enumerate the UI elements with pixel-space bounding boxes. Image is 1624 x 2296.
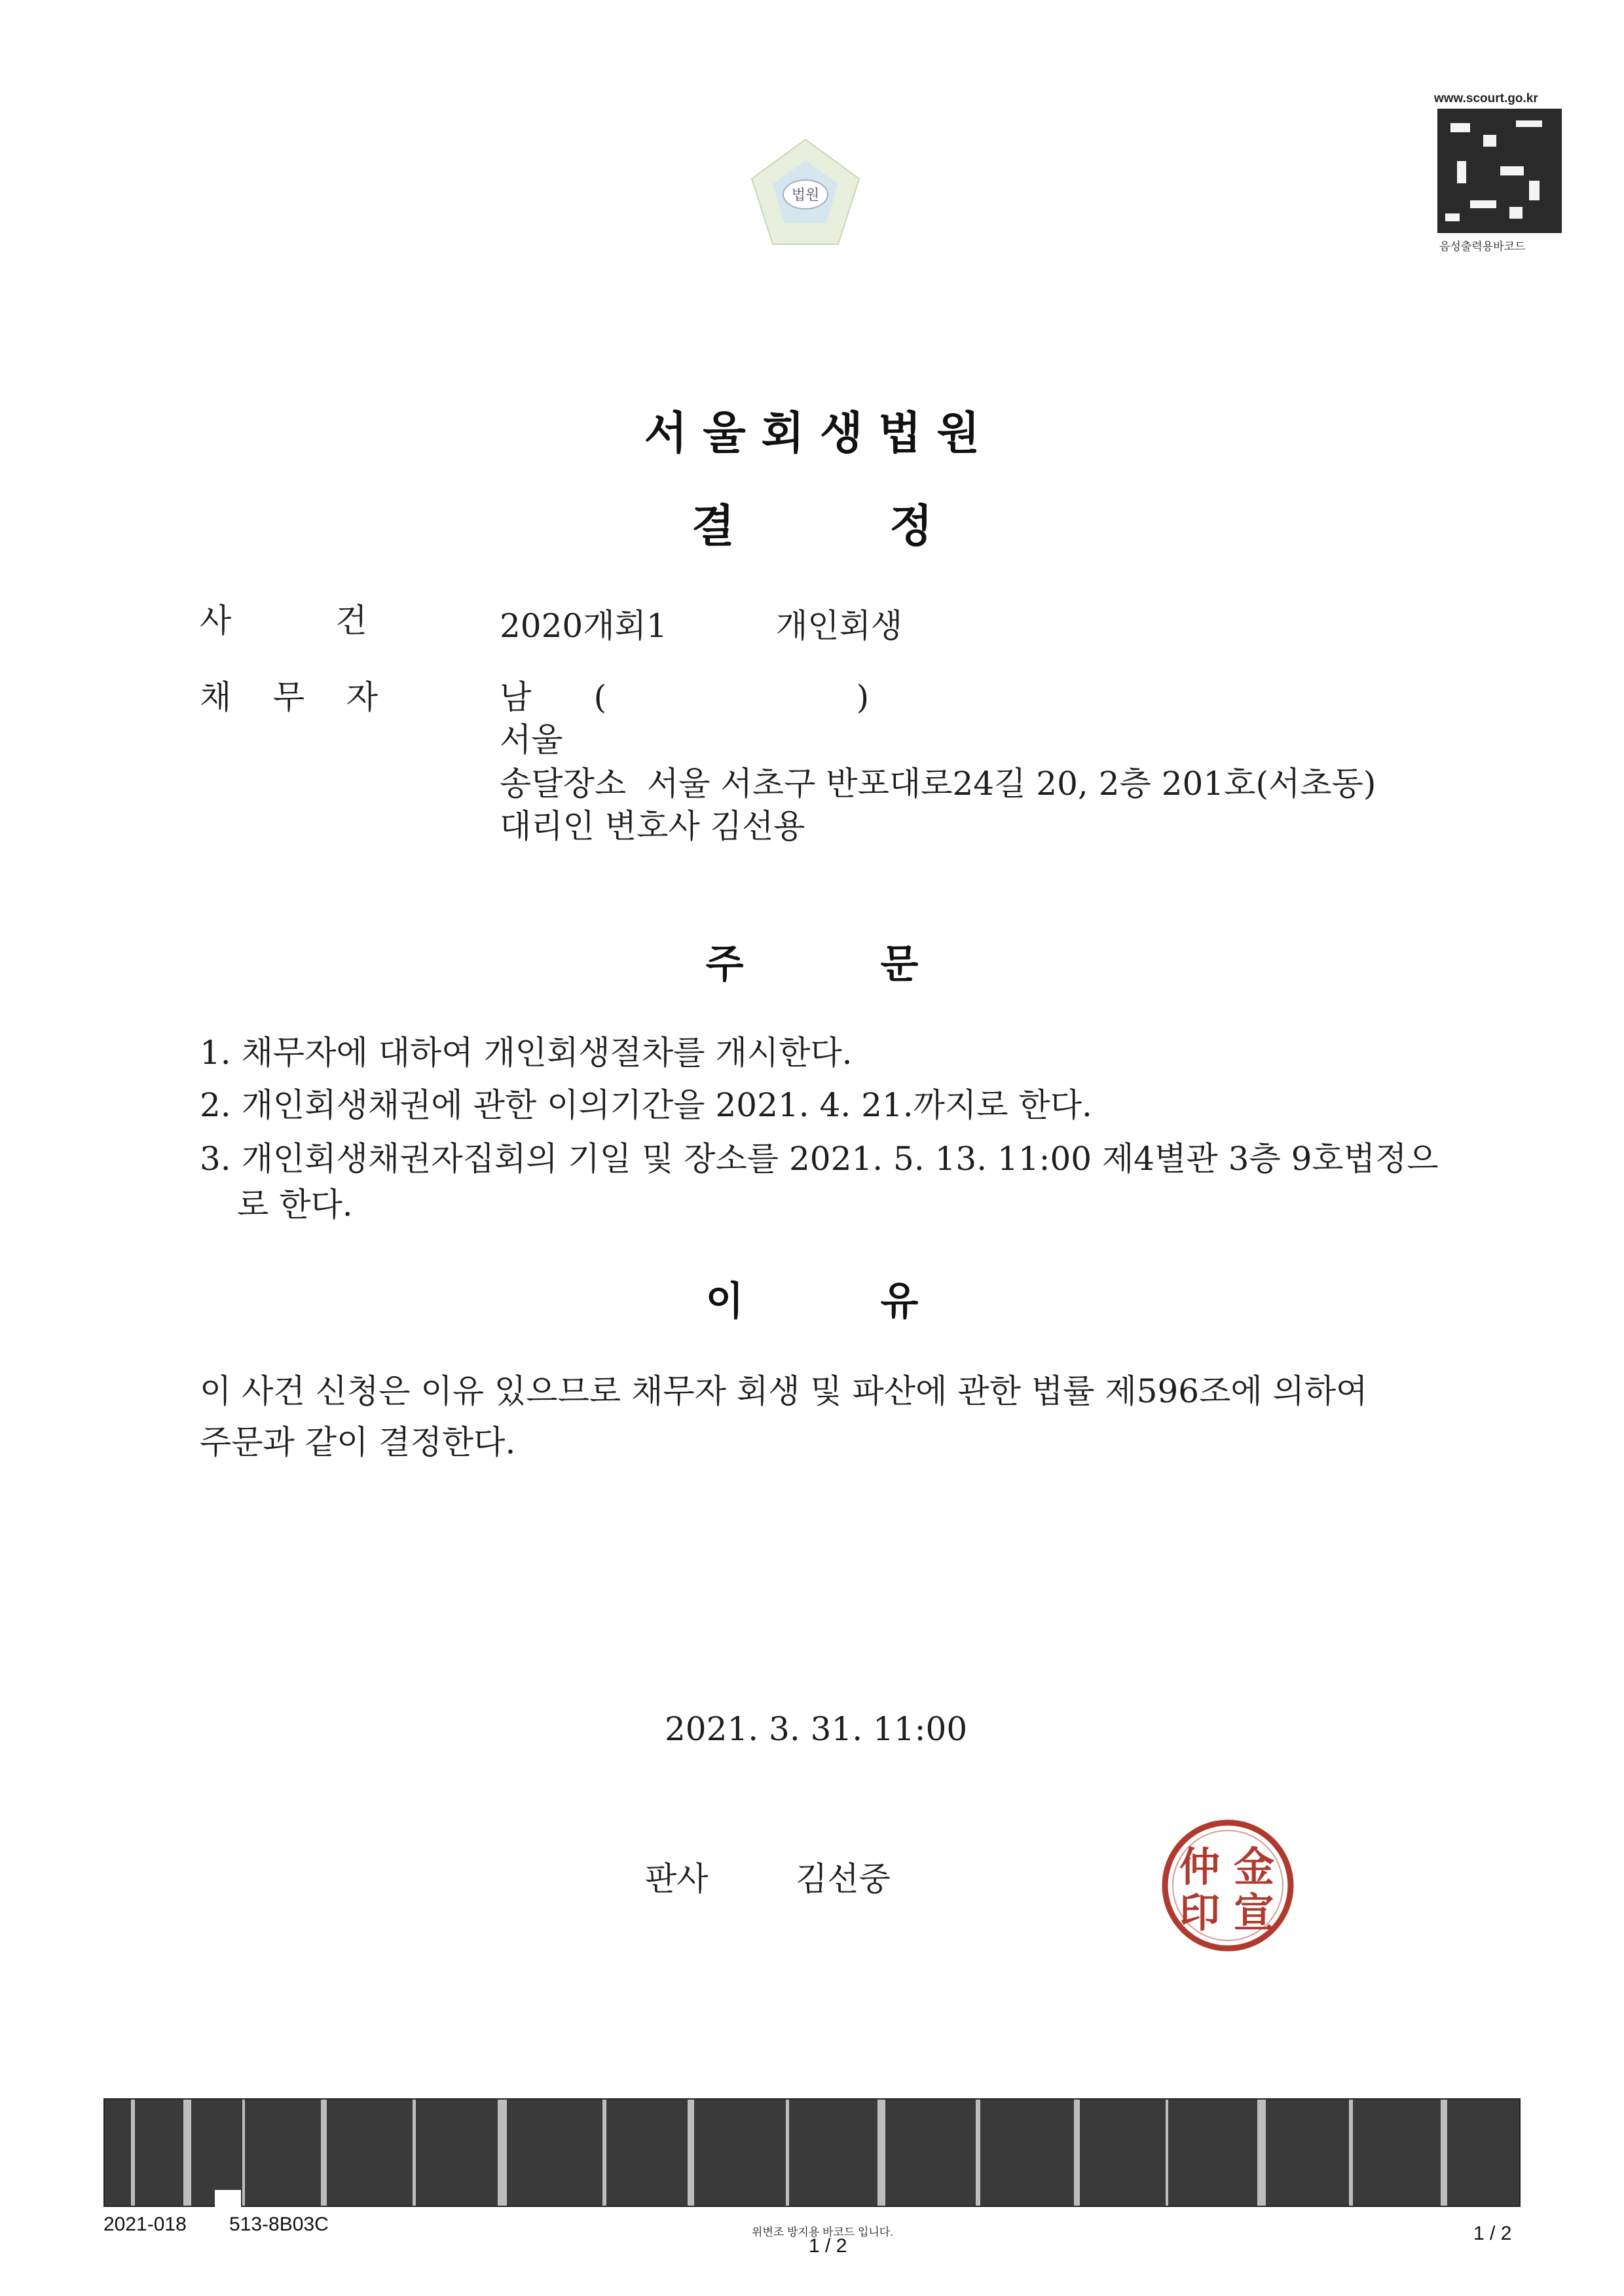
svg-text:印: 印 (1179, 1889, 1221, 1937)
doc-id-left: 2021-018 (103, 2214, 187, 2235)
seal-icon (1159, 1817, 1297, 1954)
court-name: 서 울 회 생 법 원 (644, 408, 980, 460)
case-type: 개인회생 (776, 607, 903, 645)
judge-name: 김선중 (796, 1860, 891, 1898)
decision-date: 2021. 3. 31. 11:00 (665, 1710, 968, 1748)
debtor-delivery-place: 송달장소 서울 서초구 반포대로24길 20, 2층 201호(서초동) (500, 765, 1376, 803)
document-type: 결 정 (691, 501, 933, 553)
anti-forgery-barcode-icon (103, 2098, 1521, 2207)
page-number-center: 1 / 2 (809, 2235, 847, 2257)
debtor-agent: 대리인 변호사 김선용 (500, 807, 805, 845)
doc-id-right: 513-8B03C (229, 2214, 329, 2235)
order-item-3-continued: 로 한다. (237, 1186, 353, 1224)
barcode-caption: 음성출력용바코드 (1439, 240, 1526, 253)
svg-text:仲: 仲 (1179, 1843, 1221, 1891)
reason-line-1: 이 사건 신청은 이유 있으므로 채무자 회생 및 파산에 관한 법률 제596조에 의하여 (200, 1372, 1368, 1410)
anti-forgery-note: 위변조 방지용 바코드 입니다. (752, 2226, 893, 2238)
voice-barcode (1434, 92, 1565, 253)
court-emblem (747, 134, 864, 252)
case-label: 사 건 (200, 602, 367, 640)
emblem-text: 법원 (791, 187, 820, 204)
reason-heading: 이 유 (705, 1279, 919, 1324)
debtor-address: 서울 (500, 721, 563, 759)
scourt-url: www.scourt.go.kr (1434, 92, 1538, 105)
reason-line-2: 주문과 같이 결정한다. (200, 1423, 516, 1461)
svg-text:金: 金 (1233, 1843, 1275, 1891)
order-item-1: 1. 채무자에 대하여 개인회생절차를 개시한다. (200, 1034, 853, 1072)
order-heading: 주 문 (705, 941, 919, 987)
svg-text:宣: 宣 (1233, 1889, 1275, 1937)
judge-seal (1159, 1817, 1297, 1954)
court-emblem-icon (747, 134, 864, 252)
debtor-label: 채 무 자 (200, 678, 378, 716)
order-item-3: 3. 개인회생채권자집회의 기일 및 장소를 2021. 5. 13. 11:00 제4별관 3층 9호법정으 (200, 1140, 1439, 1178)
debtor-name: 남 ( ) (500, 678, 870, 716)
case-number: 2020개회1 (500, 607, 667, 645)
qr-code-icon (1437, 109, 1562, 233)
redaction-box (215, 2190, 241, 2216)
judge-title: 판사 (645, 1860, 709, 1898)
order-item-2: 2. 개인회생채권에 관한 이의기간을 2021. 4. 21.까지로 한다. (200, 1086, 1092, 1124)
page-number-right: 1 / 2 (1473, 2223, 1512, 2244)
